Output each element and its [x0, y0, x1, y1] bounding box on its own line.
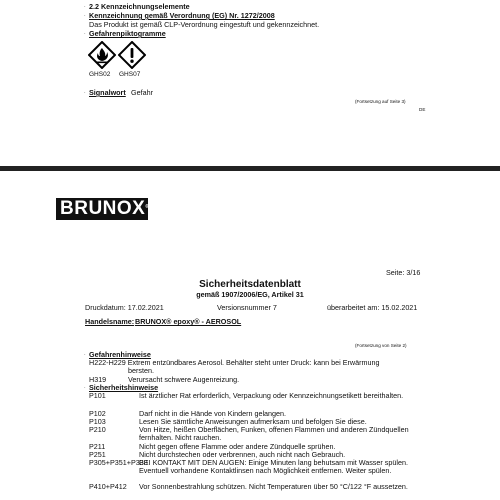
logo-text: BRUNOX	[60, 198, 146, 219]
list-item	[89, 459, 439, 483]
statement-code: P101	[89, 391, 106, 400]
page-info: Seite: 3/16	[386, 268, 421, 277]
trade-name-label: Handelsname:	[85, 317, 135, 326]
regulation-heading: Kennzeichnung gemäß Verordnung (EG) Nr. 1272/2008	[89, 11, 275, 20]
document-subtitle: gemäß 1907/2006/EG, Artikel 31	[196, 290, 304, 299]
logo-registered-mark: ®	[145, 204, 150, 210]
statement-code: P103	[89, 417, 106, 426]
bullet: ·	[84, 352, 86, 358]
statement-code: P102	[89, 409, 106, 418]
bullet: ·	[84, 13, 86, 19]
version-number: Versionsnummer 7	[217, 303, 277, 312]
continued-to: (Fortsetzung auf Seite 3)	[355, 99, 406, 104]
bullet: ·	[84, 4, 86, 10]
revision-date: überarbeitet am: 15.02.2021	[327, 303, 418, 312]
statement-code: P210	[89, 425, 106, 434]
page-3	[0, 171, 500, 500]
statement-code: P410+P412	[89, 482, 127, 491]
statement-text: Nicht gegen offene Flamme oder andere Zündquelle sprühen.	[139, 442, 336, 451]
bullet: ·	[84, 90, 86, 96]
ghs02-label: GHS02	[89, 71, 111, 78]
hazard-h222-h229: H222-H229 Extrem entzündbares Aerosol. Behälter steht unter Druck: kann bei Erwärmung	[89, 358, 380, 367]
flame-icon	[88, 41, 116, 69]
trade-name-value: BRUNOX® epoxy® - AEROSOL	[135, 317, 242, 326]
signal-word-value: Gefahr	[131, 88, 153, 97]
exclamation-icon	[118, 41, 146, 69]
list-item	[89, 483, 439, 499]
list-item	[89, 426, 439, 442]
section-title: 2.2 Kennzeichnungselemente	[89, 2, 190, 11]
list-item	[89, 392, 439, 408]
brunox-logo	[56, 198, 148, 220]
bullet: ·	[84, 385, 86, 391]
hazard-statements-heading: Gefahrenhinweise	[89, 350, 151, 359]
precautionary-statements-heading: Sicherheitshinweise	[89, 383, 159, 392]
statement-text: BEI KONTAKT MIT DEN AUGEN: Einige Minuten lang behutsam mit Wasser spülen. Eventuell vorhandene Kontaktlinsen nach Möglichkeit entfernen. Weiter spülen.	[139, 458, 408, 475]
pictograms-heading: Gefahrenpiktogramme	[89, 29, 166, 38]
hazard-h319-code: H319	[89, 375, 107, 384]
hazard-h222-continuation: bersten.	[128, 366, 154, 375]
statement-text: Lesen Sie sämtliche Anweisungen aufmerksam und befolgen Sie diese.	[139, 417, 367, 426]
print-date: Druckdatum: 17.02.2021	[85, 303, 164, 312]
continued-from: (Fortsetzung von Seite 2)	[355, 343, 407, 348]
statement-text: Ist ärztlicher Rat erforderlich, Verpackung oder Kennzeichnungsetikett bereithalten.	[139, 391, 404, 400]
statement-code: P251	[89, 450, 106, 459]
clp-text: Das Produkt ist gemäß CLP-Verordnung eingestuft und gekennzeichnet.	[89, 20, 320, 29]
language-code: DE	[419, 107, 426, 112]
statement-text: Von Hitze, heißen Oberflächen, Funken, offenen Flammen und anderen Zündquellen fernhalten. Nicht rauchen.	[139, 425, 409, 442]
previous-page-fragment	[0, 0, 500, 158]
signal-word-label: Signalwort	[89, 88, 126, 97]
statement-text: Nicht durchstechen oder verbrennen, auch nicht nach Gebrauch.	[139, 450, 346, 459]
statement-code: P305+P351+P338	[89, 458, 148, 467]
document-title: Sicherheitsdatenblatt	[199, 279, 301, 290]
statement-text: Darf nicht in die Hände von Kindern gelangen.	[139, 409, 287, 418]
statement-text: Vor Sonnenbestrahlung schützen. Nicht Temperaturen über 50 °C/122 °F aussetzen.	[139, 482, 408, 491]
hazard-h319-text: Verursacht schwere Augenreizung.	[128, 375, 240, 384]
ghs07-label: GHS07	[119, 71, 141, 78]
statement-code: P211	[89, 442, 106, 451]
bullet: ·	[84, 31, 86, 37]
